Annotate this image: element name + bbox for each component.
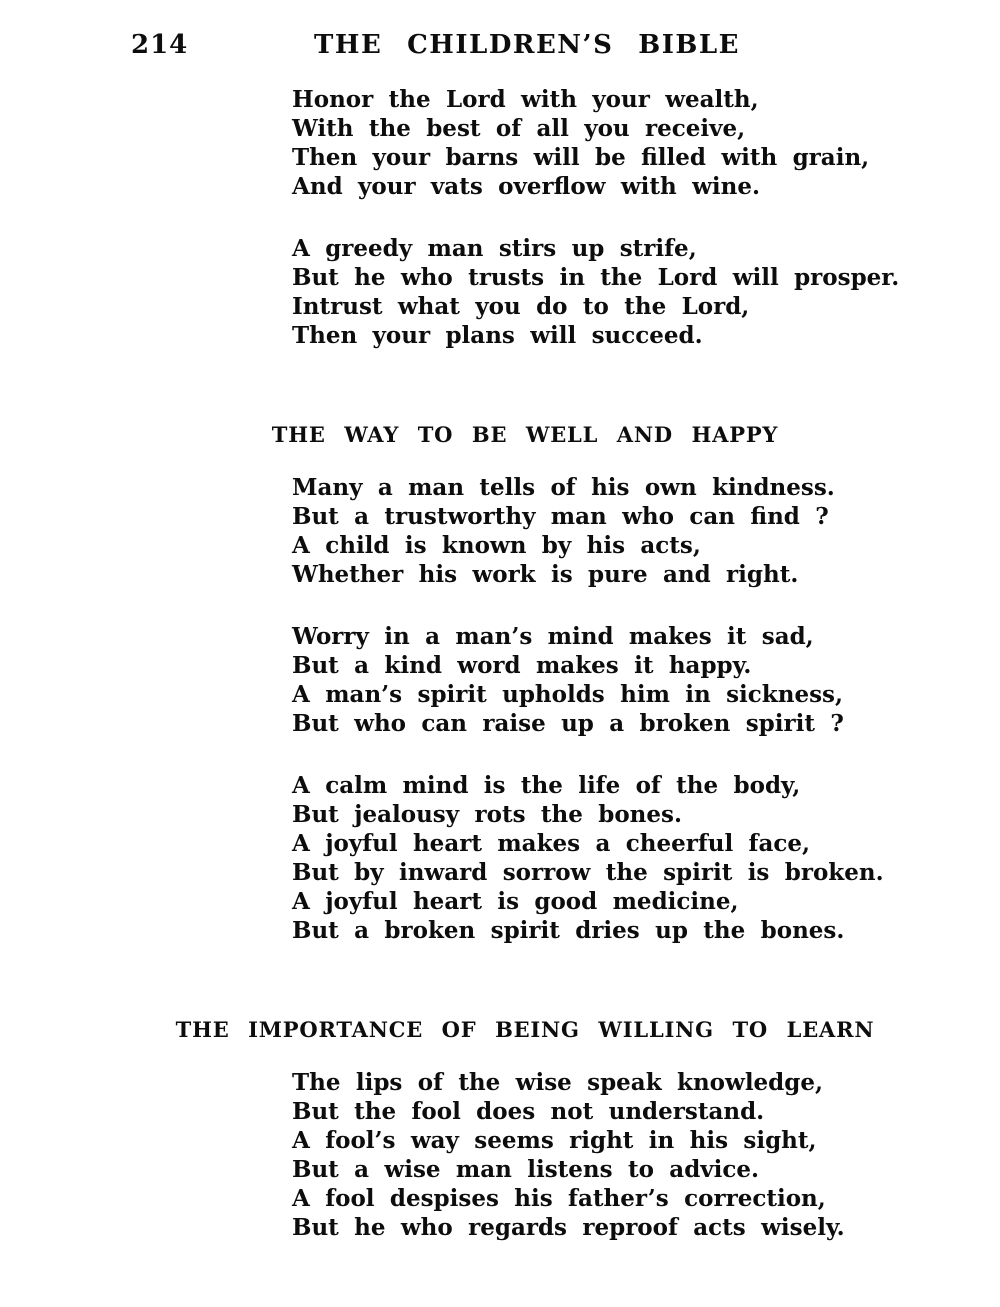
poem-line: A joyful heart is good medicine, — [292, 888, 739, 915]
poem-line: A joyful heart makes a cheerful face, — [292, 830, 810, 857]
stanza — [292, 234, 1000, 350]
poem-line: And your vats overflow with wine. — [292, 173, 760, 200]
stanza — [292, 85, 1000, 201]
poem-line: But by inward sorrow the spirit is broken. — [292, 859, 884, 886]
page-header — [0, 30, 1000, 60]
section-heading: THE WAY TO BE WELL AND HAPPY — [271, 422, 779, 447]
poem-line: Intrust what you do to the Lord, — [292, 293, 750, 320]
poem-line: A greedy man stirs up strife, — [292, 235, 697, 262]
page-number: 214 — [131, 30, 189, 60]
stanza — [292, 771, 1000, 945]
poem-line: Many a man tells of his own kindness. — [292, 474, 835, 501]
poem-line: The lips of the wise speak knowledge, — [292, 1069, 823, 1096]
running-title: THE CHILDREN’S BIBLE — [314, 30, 740, 60]
poem-line: A fool despises his father’s correction, — [292, 1185, 826, 1212]
poem-line: With the best of all you receive, — [292, 115, 746, 142]
poem-line: But a kind word makes it happy. — [292, 652, 752, 679]
poem-line: But a broken spirit dries up the bones. — [292, 917, 845, 944]
poem-line: But the fool does not understand. — [292, 1098, 765, 1125]
poem-line: But jealousy rots the bones. — [292, 801, 682, 828]
stanza — [292, 622, 1000, 738]
poem-line: Whether his work is pure and right. — [292, 561, 799, 588]
poem-line: But he who regards reproof acts wisely. — [292, 1214, 845, 1241]
poem-line: A calm mind is the life of the body, — [292, 772, 801, 799]
poem-line: A fool’s way seems right in his sight, — [292, 1127, 817, 1154]
poem-line: Then your plans will succeed. — [292, 322, 703, 349]
page-content — [0, 85, 1000, 1242]
poem-line: Worry in a man’s mind makes it sad, — [292, 623, 814, 650]
poem-line: Then your barns will be filled with grain, — [292, 144, 870, 171]
poem-line: But a wise man listens to advice. — [292, 1156, 760, 1183]
poem-line: But who can raise up a broken spirit ? — [292, 710, 844, 737]
poem-line: But he who trusts in the Lord will prosper. — [292, 264, 900, 291]
stanza — [292, 1068, 1000, 1242]
stanza — [292, 473, 1000, 589]
poem-line: A child is known by his acts, — [292, 532, 701, 559]
poem-line: Honor the Lord with your wealth, — [292, 86, 759, 113]
poem-line: A man’s spirit upholds him in sickness, — [292, 681, 843, 708]
poem-line: But a trustworthy man who can find ? — [292, 503, 829, 530]
section-heading: THE IMPORTANCE OF BEING WILLING TO LEARN — [175, 1017, 875, 1042]
